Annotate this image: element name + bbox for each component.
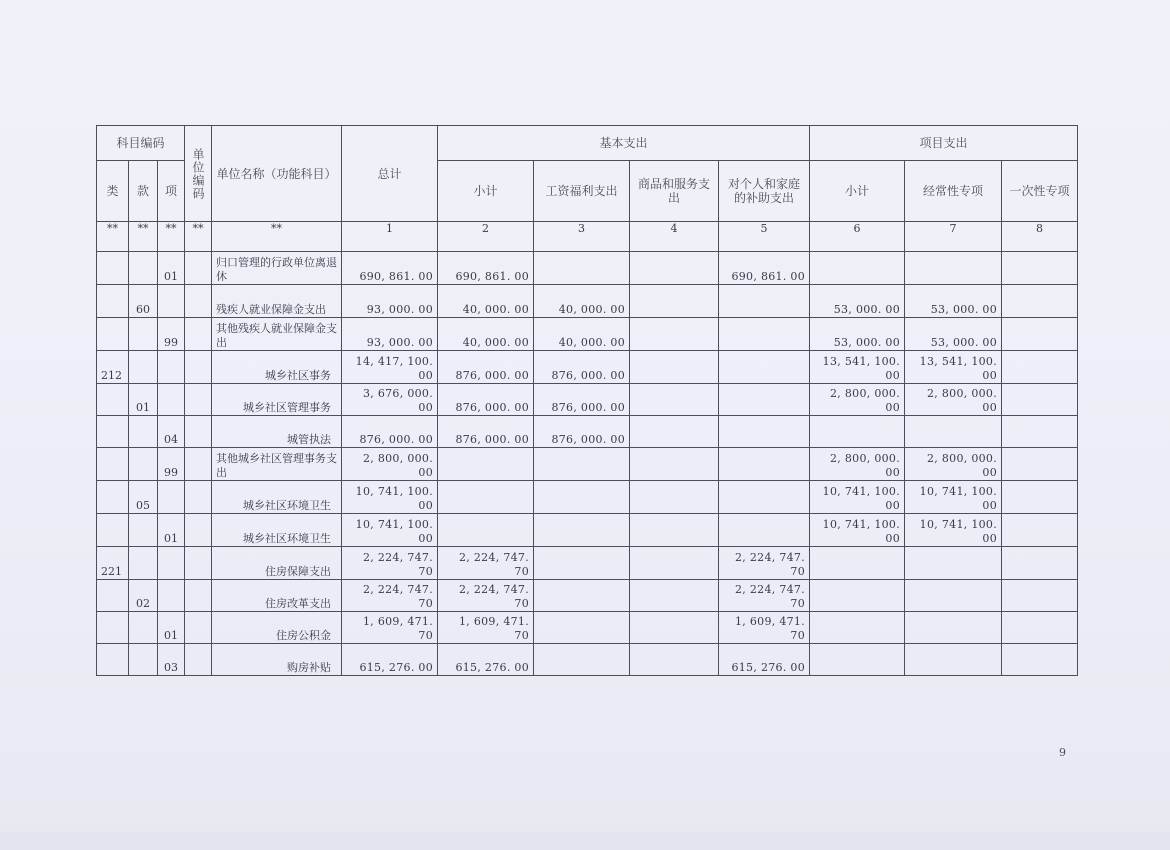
- project-one-time-cell: [1002, 547, 1078, 580]
- unit-code-cell: [185, 644, 212, 676]
- project-regular-cell: 13, 541, 100. 00: [905, 351, 1002, 384]
- unit-name-cell: 城乡社区环境卫生: [212, 481, 342, 514]
- basic-goods-services-cell: [630, 612, 719, 644]
- kuan-code-cell: [129, 318, 158, 351]
- total-amount-cell: 93, 000. 00: [342, 318, 438, 351]
- total-amount-cell: 690, 861. 00: [342, 252, 438, 285]
- unit-code-cell: [185, 514, 212, 547]
- column-index-cell: 5: [719, 222, 810, 252]
- xiang-code-cell: [158, 384, 185, 416]
- project-subtotal-cell: 13, 541, 100. 00: [810, 351, 905, 384]
- column-index-cell: 7: [905, 222, 1002, 252]
- total-amount-cell: 2, 800, 000. 00: [342, 448, 438, 481]
- header-jingchangxing: 经常性专项: [905, 161, 1002, 222]
- project-one-time-cell: [1002, 448, 1078, 481]
- basic-wages-cell: [534, 644, 630, 676]
- column-index-cell: 4: [630, 222, 719, 252]
- basic-subtotal-cell: [438, 514, 534, 547]
- basic-subtotal-cell: 40, 000. 00: [438, 318, 534, 351]
- project-subtotal-cell: [810, 252, 905, 285]
- unit-code-cell: [185, 318, 212, 351]
- lei-code-cell: [97, 644, 129, 676]
- table-row: [97, 285, 1078, 318]
- xiang-code-cell: [158, 285, 185, 318]
- basic-goods-services-cell: [630, 318, 719, 351]
- kuan-code-cell: 05: [129, 481, 158, 514]
- project-one-time-cell: [1002, 285, 1078, 318]
- project-subtotal-cell: [810, 580, 905, 612]
- table-row: [97, 384, 1078, 416]
- basic-wages-cell: [534, 481, 630, 514]
- xiang-code-cell: [158, 580, 185, 612]
- basic-household-aid-cell: 2, 224, 747. 70: [719, 547, 810, 580]
- lei-code-cell: [97, 285, 129, 318]
- kuan-code-cell: [129, 252, 158, 285]
- project-one-time-cell: [1002, 252, 1078, 285]
- project-regular-cell: 10, 741, 100. 00: [905, 481, 1002, 514]
- basic-household-aid-cell: [719, 416, 810, 448]
- basic-wages-cell: 876, 000. 00: [534, 384, 630, 416]
- table-row: [97, 580, 1078, 612]
- unit-name-cell: 城乡社区管理事务: [212, 384, 342, 416]
- unit-name-cell: 归口管理的行政单位离退休: [212, 252, 342, 285]
- project-regular-cell: 53, 000. 00: [905, 285, 1002, 318]
- basic-household-aid-cell: [719, 285, 810, 318]
- total-amount-cell: 2, 224, 747. 70: [342, 547, 438, 580]
- table-row: [97, 448, 1078, 481]
- lei-code-cell: [97, 416, 129, 448]
- total-amount-cell: 1, 609, 471. 70: [342, 612, 438, 644]
- table-row: [97, 514, 1078, 547]
- basic-household-aid-cell: [719, 481, 810, 514]
- basic-household-aid-cell: [719, 384, 810, 416]
- column-index-cell: **: [158, 222, 185, 252]
- lei-code-cell: [97, 612, 129, 644]
- unit-code-cell: [185, 481, 212, 514]
- basic-subtotal-cell: 40, 000. 00: [438, 285, 534, 318]
- basic-subtotal-cell: 615, 276. 00: [438, 644, 534, 676]
- unit-name-cell: 残疾人就业保障金支出: [212, 285, 342, 318]
- basic-wages-cell: [534, 514, 630, 547]
- basic-household-aid-cell: 1, 609, 471. 70: [719, 612, 810, 644]
- column-index-cell: 2: [438, 222, 534, 252]
- budget-table: [96, 125, 1078, 676]
- table-row: [97, 481, 1078, 514]
- total-amount-cell: 615, 276. 00: [342, 644, 438, 676]
- header-danwei-mingcheng: 单位名称（功能科目）: [212, 126, 342, 222]
- project-subtotal-cell: [810, 612, 905, 644]
- project-subtotal-cell: 10, 741, 100. 00: [810, 481, 905, 514]
- header-xiangmu-xiaoji: 小计: [810, 161, 905, 222]
- project-one-time-cell: [1002, 644, 1078, 676]
- total-amount-cell: 10, 741, 100. 00: [342, 514, 438, 547]
- unit-code-cell: [185, 416, 212, 448]
- basic-household-aid-cell: 2, 224, 747. 70: [719, 580, 810, 612]
- lei-code-cell: 212: [97, 351, 129, 384]
- column-index-cell: **: [185, 222, 212, 252]
- header-jiben-xiaoji: 小计: [438, 161, 534, 222]
- unit-code-cell: [185, 384, 212, 416]
- project-regular-cell: 53, 000. 00: [905, 318, 1002, 351]
- basic-goods-services-cell: [630, 448, 719, 481]
- basic-goods-services-cell: [630, 514, 719, 547]
- header-xiangmu-zhichu: 项目支出: [810, 126, 1078, 161]
- column-index-cell: 6: [810, 222, 905, 252]
- project-one-time-cell: [1002, 580, 1078, 612]
- basic-subtotal-cell: [438, 448, 534, 481]
- unit-name-cell: 城乡社区环境卫生: [212, 514, 342, 547]
- lei-code-cell: [97, 448, 129, 481]
- header-danwei-bianma: 单位编码: [191, 147, 206, 200]
- lei-code-cell: [97, 580, 129, 612]
- unit-name-cell: 城管执法: [212, 416, 342, 448]
- header-shangpin-fuwu: 商品和服务支出: [630, 161, 719, 222]
- unit-name-cell: 住房公积金: [212, 612, 342, 644]
- table-row: [97, 351, 1078, 384]
- basic-subtotal-cell: 690, 861. 00: [438, 252, 534, 285]
- basic-household-aid-cell: 615, 276. 00: [719, 644, 810, 676]
- unit-name-cell: 住房保障支出: [212, 547, 342, 580]
- basic-subtotal-cell: 876, 000. 00: [438, 416, 534, 448]
- kuan-code-cell: 60: [129, 285, 158, 318]
- basic-goods-services-cell: [630, 547, 719, 580]
- basic-wages-cell: [534, 252, 630, 285]
- kuan-code-cell: [129, 351, 158, 384]
- lei-code-cell: [97, 318, 129, 351]
- project-subtotal-cell: [810, 644, 905, 676]
- basic-goods-services-cell: [630, 644, 719, 676]
- scan-edge: [0, 832, 1170, 850]
- lei-code-cell: [97, 252, 129, 285]
- project-one-time-cell: [1002, 351, 1078, 384]
- project-regular-cell: 2, 800, 000. 00: [905, 448, 1002, 481]
- project-one-time-cell: [1002, 318, 1078, 351]
- column-index-cell: **: [97, 222, 129, 252]
- kuan-code-cell: [129, 514, 158, 547]
- total-amount-cell: 14, 417, 100. 00: [342, 351, 438, 384]
- basic-wages-cell: 876, 000. 00: [534, 351, 630, 384]
- table-body: [97, 252, 1078, 676]
- project-regular-cell: [905, 580, 1002, 612]
- total-amount-cell: 93, 000. 00: [342, 285, 438, 318]
- unit-code-cell: [185, 547, 212, 580]
- page-number: 9: [1059, 746, 1066, 759]
- basic-subtotal-cell: 1, 609, 471. 70: [438, 612, 534, 644]
- project-one-time-cell: [1002, 481, 1078, 514]
- project-regular-cell: 2, 800, 000. 00: [905, 384, 1002, 416]
- project-subtotal-cell: [810, 547, 905, 580]
- basic-subtotal-cell: 2, 224, 747. 70: [438, 547, 534, 580]
- column-index-cell: 1: [342, 222, 438, 252]
- basic-goods-services-cell: [630, 384, 719, 416]
- basic-wages-cell: 40, 000. 00: [534, 285, 630, 318]
- kuan-code-cell: 02: [129, 580, 158, 612]
- basic-wages-cell: [534, 612, 630, 644]
- basic-household-aid-cell: [719, 448, 810, 481]
- table-header: [97, 126, 1078, 222]
- kuan-code-cell: [129, 416, 158, 448]
- basic-wages-cell: 876, 000. 00: [534, 416, 630, 448]
- column-index-cell: 3: [534, 222, 630, 252]
- basic-goods-services-cell: [630, 351, 719, 384]
- basic-household-aid-cell: 690, 861. 00: [719, 252, 810, 285]
- kuan-code-cell: [129, 448, 158, 481]
- project-regular-cell: 10, 741, 100. 00: [905, 514, 1002, 547]
- basic-subtotal-cell: [438, 481, 534, 514]
- unit-name-cell: 购房补贴: [212, 644, 342, 676]
- header-lei: 类: [97, 161, 129, 222]
- basic-subtotal-cell: 876, 000. 00: [438, 351, 534, 384]
- xiang-code-cell: 99: [158, 448, 185, 481]
- project-one-time-cell: [1002, 612, 1078, 644]
- basic-wages-cell: [534, 580, 630, 612]
- project-one-time-cell: [1002, 514, 1078, 547]
- kuan-code-cell: [129, 644, 158, 676]
- project-regular-cell: [905, 612, 1002, 644]
- total-amount-cell: 10, 741, 100. 00: [342, 481, 438, 514]
- basic-goods-services-cell: [630, 580, 719, 612]
- project-regular-cell: [905, 547, 1002, 580]
- header-gongzi-fuli: 工资福利支出: [534, 161, 630, 222]
- header-yicixing: 一次性专项: [1002, 161, 1078, 222]
- header-kuan: 款: [129, 161, 158, 222]
- project-regular-cell: [905, 416, 1002, 448]
- unit-code-cell: [185, 448, 212, 481]
- project-subtotal-cell: 10, 741, 100. 00: [810, 514, 905, 547]
- unit-name-cell: 城乡社区事务: [212, 351, 342, 384]
- project-regular-cell: [905, 644, 1002, 676]
- total-amount-cell: 876, 000. 00: [342, 416, 438, 448]
- table-row: [97, 318, 1078, 351]
- header-kemu-bianma: 科目编码: [97, 126, 185, 161]
- xiang-code-cell: [158, 351, 185, 384]
- basic-wages-cell: [534, 448, 630, 481]
- project-regular-cell: [905, 252, 1002, 285]
- project-subtotal-cell: 53, 000. 00: [810, 318, 905, 351]
- lei-code-cell: [97, 514, 129, 547]
- column-index-row: [97, 222, 1078, 252]
- basic-household-aid-cell: [719, 514, 810, 547]
- header-zongji: 总计: [342, 126, 438, 222]
- basic-goods-services-cell: [630, 252, 719, 285]
- header-danwei-bianma-cell: [185, 126, 212, 222]
- unit-name-cell: 住房改革支出: [212, 580, 342, 612]
- xiang-code-cell: [158, 481, 185, 514]
- total-amount-cell: 3, 676, 000. 00: [342, 384, 438, 416]
- project-one-time-cell: [1002, 416, 1078, 448]
- unit-name-cell: 其他残疾人就业保障金支出: [212, 318, 342, 351]
- basic-goods-services-cell: [630, 285, 719, 318]
- header-xiang: 项: [158, 161, 185, 222]
- unit-name-cell: 其他城乡社区管理事务支出: [212, 448, 342, 481]
- header-jiben-zhichu: 基本支出: [438, 126, 810, 161]
- basic-household-aid-cell: [719, 318, 810, 351]
- total-amount-cell: 2, 224, 747. 70: [342, 580, 438, 612]
- table-row: [97, 644, 1078, 676]
- xiang-code-cell: 01: [158, 612, 185, 644]
- project-one-time-cell: [1002, 384, 1078, 416]
- header-geren-jiating: 对个人和家庭的补助支出: [719, 161, 810, 222]
- unit-code-cell: [185, 285, 212, 318]
- unit-code-cell: [185, 612, 212, 644]
- column-index-cell: 8: [1002, 222, 1078, 252]
- basic-goods-services-cell: [630, 416, 719, 448]
- basic-goods-services-cell: [630, 481, 719, 514]
- unit-code-cell: [185, 252, 212, 285]
- xiang-code-cell: 01: [158, 514, 185, 547]
- basic-wages-cell: 40, 000. 00: [534, 318, 630, 351]
- column-index-cell: **: [129, 222, 158, 252]
- xiang-code-cell: 01: [158, 252, 185, 285]
- basic-household-aid-cell: [719, 351, 810, 384]
- xiang-code-cell: 04: [158, 416, 185, 448]
- basic-wages-cell: [534, 547, 630, 580]
- kuan-code-cell: [129, 547, 158, 580]
- project-subtotal-cell: 53, 000. 00: [810, 285, 905, 318]
- table-row: [97, 547, 1078, 580]
- table-row: [97, 416, 1078, 448]
- column-index-cell: **: [212, 222, 342, 252]
- unit-code-cell: [185, 580, 212, 612]
- xiang-code-cell: [158, 547, 185, 580]
- lei-code-cell: [97, 384, 129, 416]
- lei-code-cell: [97, 481, 129, 514]
- unit-code-cell: [185, 351, 212, 384]
- basic-subtotal-cell: 2, 224, 747. 70: [438, 580, 534, 612]
- table-row: [97, 612, 1078, 644]
- table-row: [97, 252, 1078, 285]
- project-subtotal-cell: [810, 416, 905, 448]
- lei-code-cell: 221: [97, 547, 129, 580]
- project-subtotal-cell: 2, 800, 000. 00: [810, 384, 905, 416]
- xiang-code-cell: 03: [158, 644, 185, 676]
- kuan-code-cell: [129, 612, 158, 644]
- xiang-code-cell: 99: [158, 318, 185, 351]
- basic-subtotal-cell: 876, 000. 00: [438, 384, 534, 416]
- project-subtotal-cell: 2, 800, 000. 00: [810, 448, 905, 481]
- kuan-code-cell: 01: [129, 384, 158, 416]
